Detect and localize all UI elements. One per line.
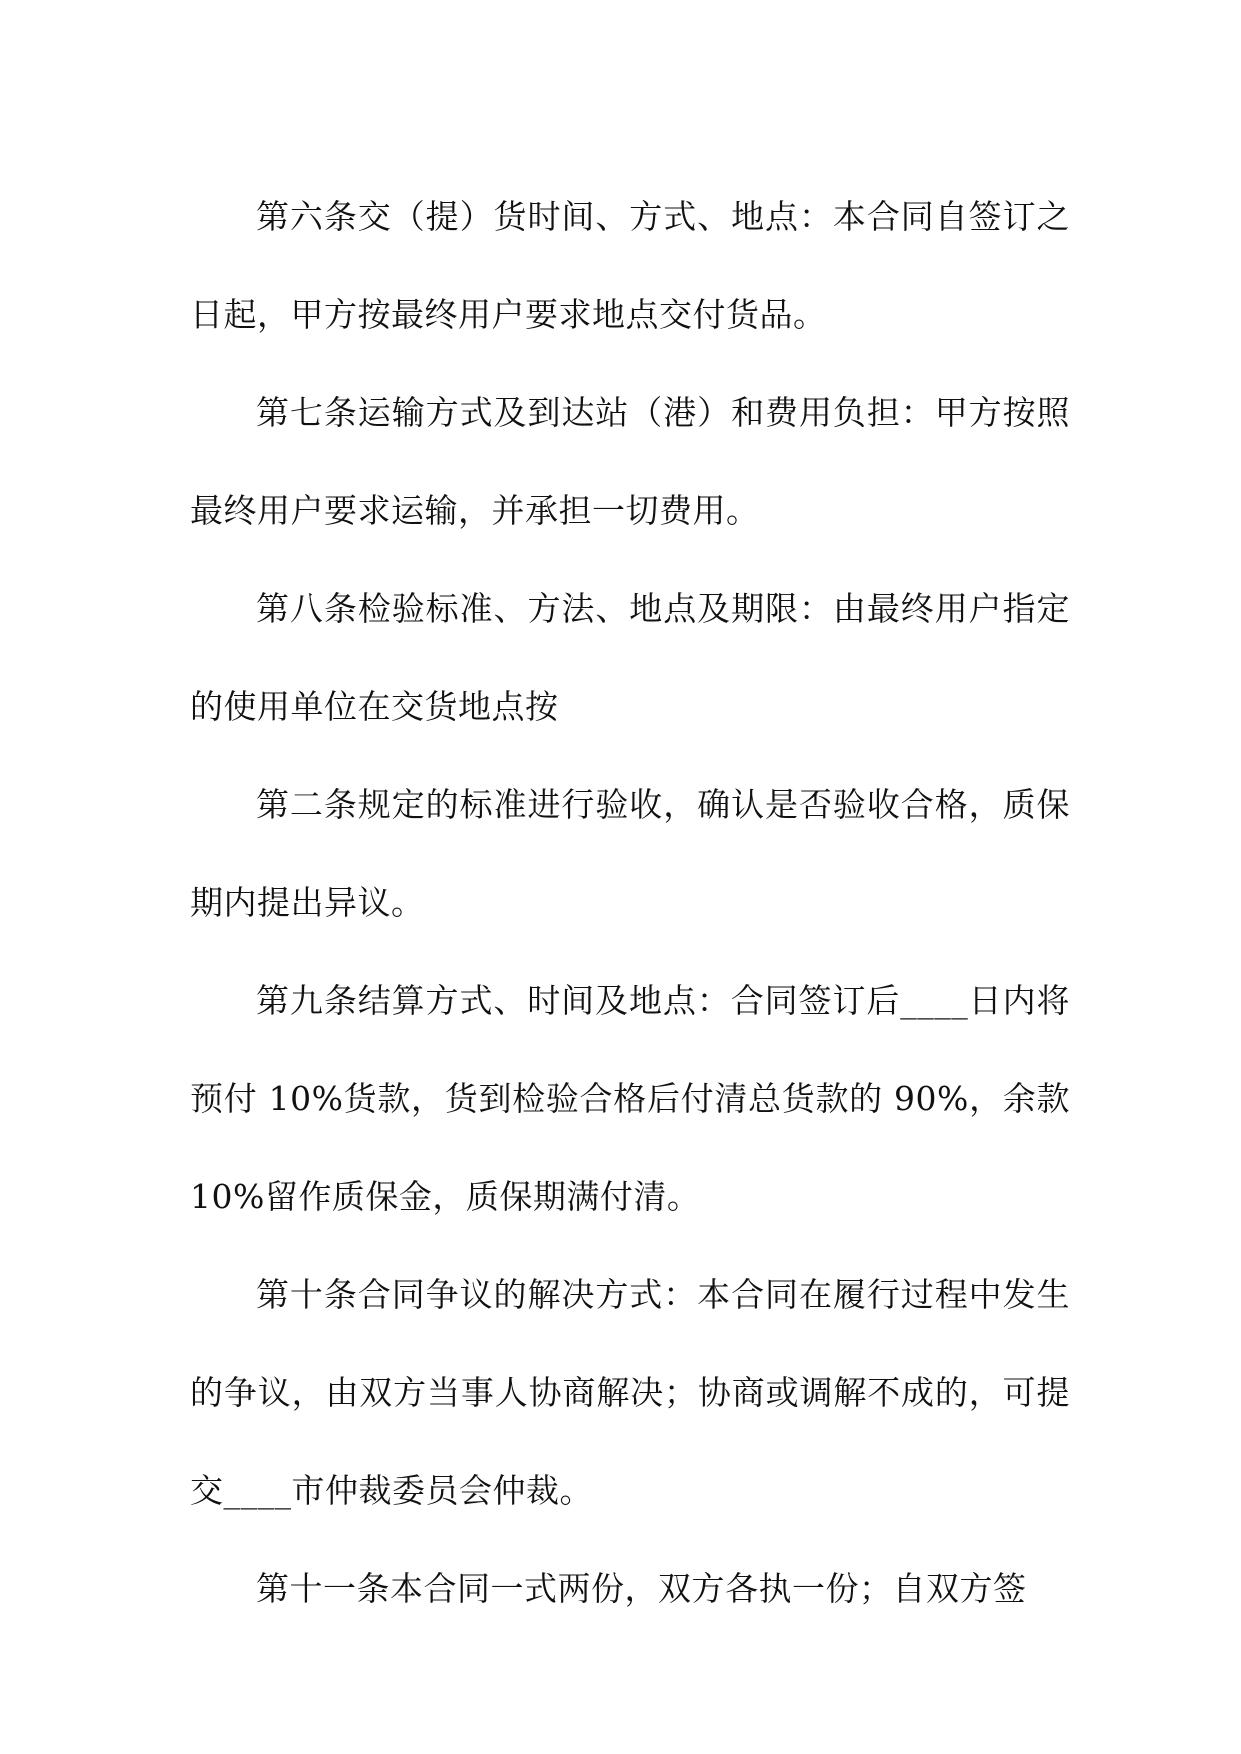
- clause-11-paragraph: 第十一条本合同一式两份，双方各执一份；自双方签: [256, 1569, 1027, 1608]
- document-body: [190, 168, 1070, 1638]
- clause-9-paragraph: 第九条结算方式、时间及地点：合同签订后____日内将预付 10%货款，货到检验合格后付清总货款的 90%，余款 10%留作质保金，质保期满付清。: [190, 981, 1070, 1216]
- clause-10-paragraph: 第十条合同争议的解决方式：本合同在履行过程中发生的争议，由双方当事人协商解决；协商或调解不成的，可提交____市仲裁委员会仲裁。: [190, 1275, 1070, 1510]
- clause-8-paragraph: 第八条检验标准、方法、地点及期限：由最终用户指定的使用单位在交货地点按: [190, 589, 1070, 726]
- clause-6-paragraph: 第六条交（提）货时间、方式、地点：本合同自签订之日起，甲方按最终用户要求地点交付货品。: [190, 197, 1070, 334]
- clause-2-reference-paragraph: 第二条规定的标准进行验收，确认是否验收合格，质保期内提出异议。: [190, 785, 1070, 922]
- clause-7-paragraph: 第七条运输方式及到达站（港）和费用负担：甲方按照最终用户要求运输，并承担一切费用。: [190, 393, 1070, 530]
